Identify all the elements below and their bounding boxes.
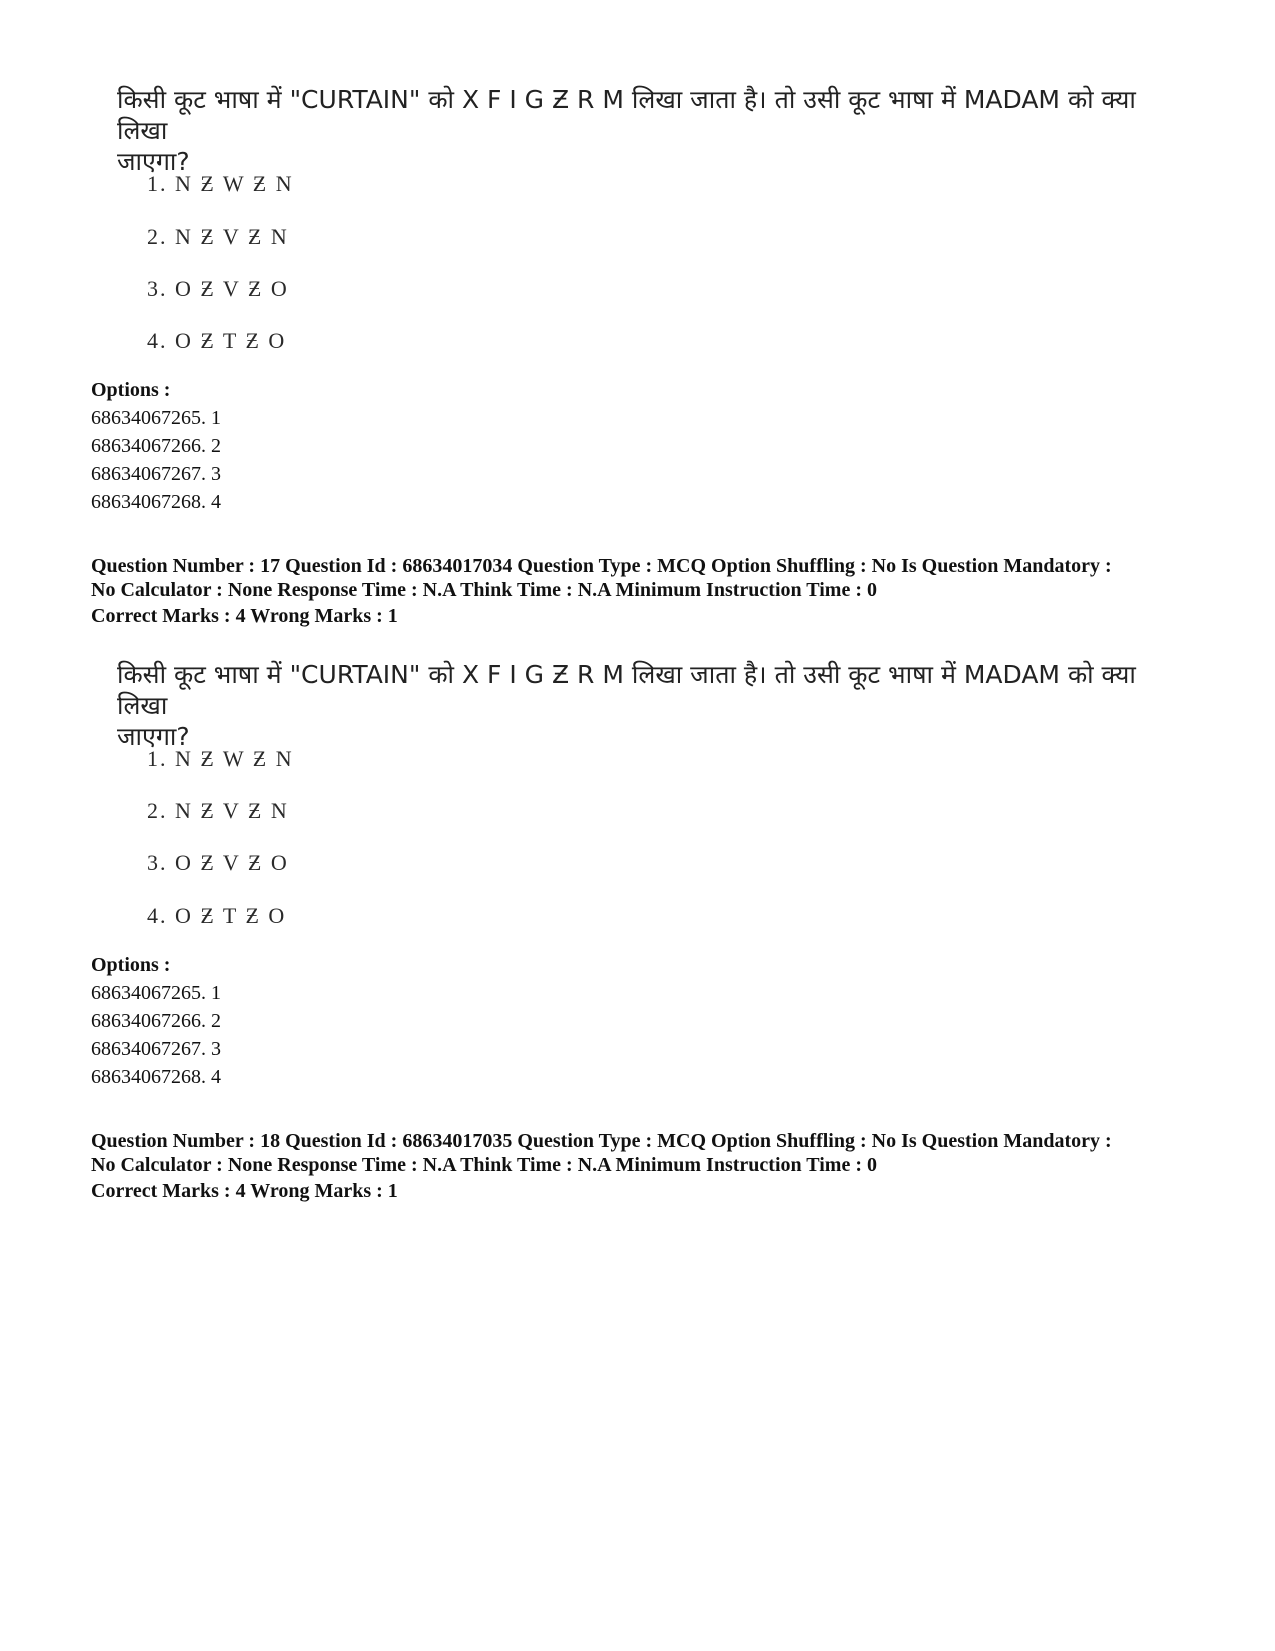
marks-line: Correct Marks : 4 Wrong Marks : 1 <box>91 1180 398 1202</box>
choice-item: 3. O Ƶ V Ƶ O <box>147 850 289 875</box>
choice-item: 4. O Ƶ T Ƶ O <box>147 328 287 353</box>
choice-item: 2. N Ƶ V Ƶ N <box>147 798 289 823</box>
question-line: जाएगा? <box>117 722 190 751</box>
option-line: 68634067268. 4 <box>91 1066 221 1088</box>
question-text <box>117 84 1177 177</box>
options-heading: Options : <box>91 954 171 976</box>
meta-line: No Calculator : None Response Time : N.A Think Time : N.A Minimum Instruction Time : 0 <box>91 579 877 601</box>
question-line: जाएगा? <box>117 147 190 176</box>
question-meta <box>91 554 1201 602</box>
option-line: 68634067267. 3 <box>91 463 221 485</box>
question-line: किसी कूट भाषा में "CURTAIN" को X F I G Ƶ R M लिखा जाता है। तो उसी कूट भाषा में MADAM को क्या लिखा <box>117 85 1136 145</box>
option-line: 68634067268. 4 <box>91 491 221 513</box>
options-heading: Options : <box>91 379 171 401</box>
choice-item: 3. O Ƶ V Ƶ O <box>147 276 289 301</box>
option-line: 68634067266. 2 <box>91 1010 221 1032</box>
option-line: 68634067265. 1 <box>91 407 221 429</box>
choice-item: 4. O Ƶ T Ƶ O <box>147 903 287 928</box>
marks-line: Correct Marks : 4 Wrong Marks : 1 <box>91 605 398 627</box>
choice-item: 1. N Ƶ W Ƶ N <box>147 171 294 196</box>
option-line: 68634067266. 2 <box>91 435 221 457</box>
option-line: 68634067267. 3 <box>91 1038 221 1060</box>
option-line: 68634067265. 1 <box>91 982 221 1004</box>
meta-line: Question Number : 17 Question Id : 68634017034 Question Type : MCQ Option Shuffling : No Is Question Mandatory : <box>91 555 1112 577</box>
choice-item: 1. N Ƶ W Ƶ N <box>147 746 294 771</box>
choice-item: 2. N Ƶ V Ƶ N <box>147 224 289 249</box>
meta-line: No Calculator : None Response Time : N.A Think Time : N.A Minimum Instruction Time : 0 <box>91 1154 877 1176</box>
question-meta <box>91 1129 1201 1177</box>
meta-line: Question Number : 18 Question Id : 68634017035 Question Type : MCQ Option Shuffling : No Is Question Mandatory : <box>91 1130 1112 1152</box>
question-text <box>117 659 1177 752</box>
question-line: किसी कूट भाषा में "CURTAIN" को X F I G Ƶ R M लिखा जाता है। तो उसी कूट भाषा में MADAM को क्या लिखा <box>117 660 1136 720</box>
